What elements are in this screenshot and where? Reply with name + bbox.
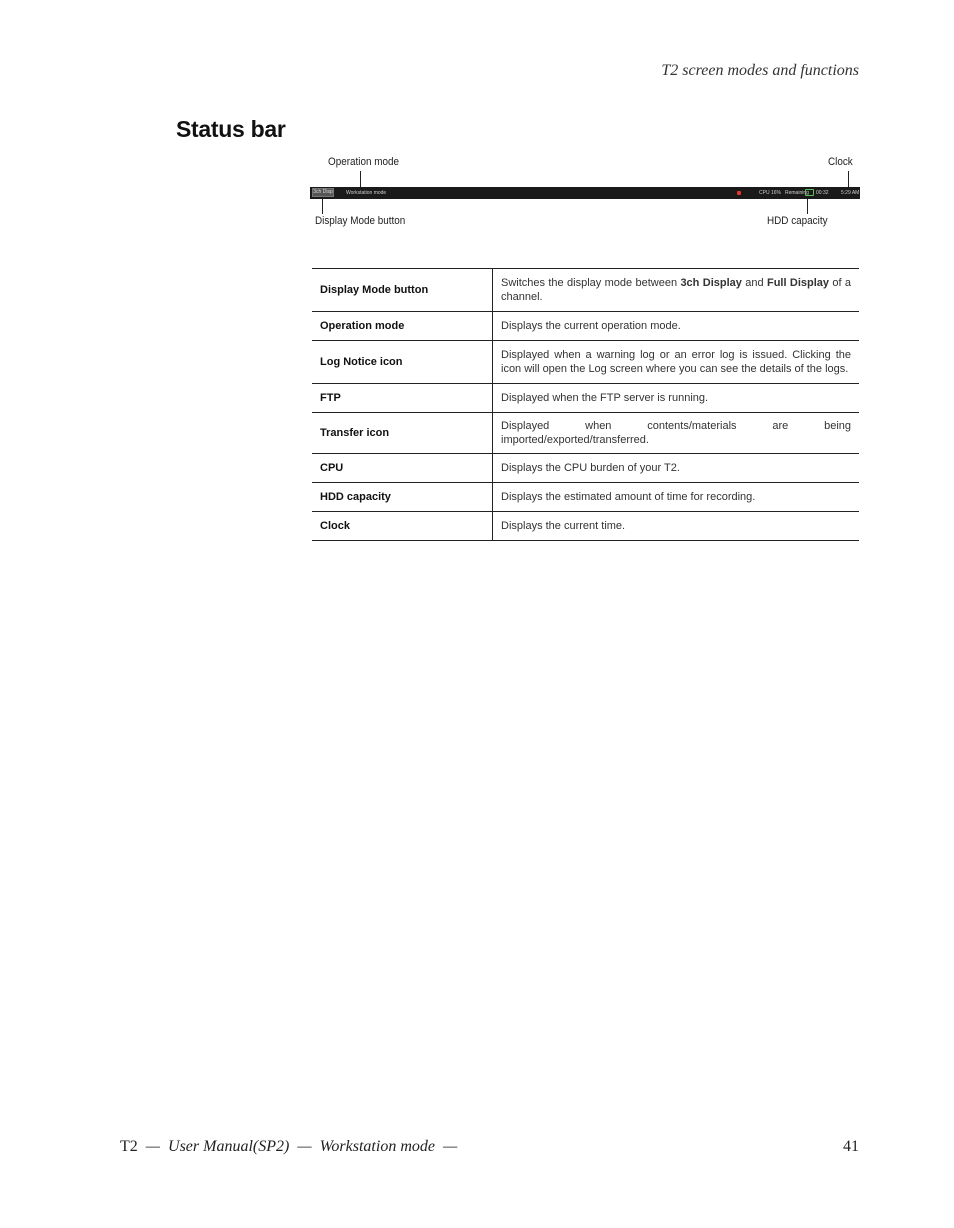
definition-cell: Displays the CPU burden of your T2.	[493, 454, 860, 483]
callout-display-mode-button: Display Mode button	[315, 215, 406, 227]
status-bar	[310, 187, 860, 199]
running-head: T2 screen modes and functions	[661, 62, 859, 79]
term-cell: CPU	[312, 454, 493, 483]
clock-text: 5:29 AM	[841, 190, 860, 196]
callout-line-operation-mode	[360, 171, 361, 187]
status-bar-description-table	[312, 268, 859, 541]
table-row	[312, 413, 859, 454]
definition-cell: Displays the current operation mode.	[493, 312, 860, 341]
page-number: 41	[843, 1138, 859, 1155]
term-cell: Operation mode	[312, 312, 493, 341]
term-cell: Clock	[312, 512, 493, 541]
term-cell: FTP	[312, 384, 493, 413]
footer-chapter: Workstation mode	[319, 1138, 435, 1155]
cpu-text: CPU 16%	[759, 190, 781, 196]
table-row	[312, 269, 859, 312]
table-row	[312, 312, 859, 341]
operation-mode-text: Workstation mode	[346, 190, 387, 196]
table-row	[312, 454, 859, 483]
callout-clock: Clock	[828, 156, 853, 168]
definition-cell: Switches the display mode between 3ch Display and Full Display of a channel.	[493, 269, 860, 312]
hdd-icon	[805, 189, 814, 196]
callout-line-clock	[848, 171, 849, 187]
callout-line-display-mode	[322, 199, 323, 214]
table-row	[312, 384, 859, 413]
definition-cell: Displayed when contents/materials are being imported/exported/transferred.	[493, 413, 860, 454]
footer-manual: User Manual(SP2)	[168, 1138, 290, 1155]
section-title: Status bar	[176, 116, 286, 142]
table-row	[312, 483, 859, 512]
footer-separator: —	[442, 1138, 458, 1155]
remaining-label: Remaining	[785, 190, 809, 196]
footer-product: T2	[120, 1138, 138, 1155]
callout-operation-mode: Operation mode	[328, 156, 400, 168]
table-row	[312, 341, 859, 384]
definition-cell: Displays the current time.	[493, 512, 860, 541]
definition-cell: Displayed when a warning log or an error log is issued. Clicking the icon will open the Log screen where you can see the details of the logs.	[493, 341, 860, 384]
callout-line-hdd	[807, 199, 808, 214]
log-notice-icon[interactable]	[737, 191, 741, 195]
definition-cell: Displayed when the FTP server is running.	[493, 384, 860, 413]
footer-separator: —	[145, 1138, 161, 1155]
footer-title	[120, 1138, 457, 1156]
display-mode-button[interactable]: 3ch Disp	[313, 189, 333, 195]
status-bar-figure	[310, 150, 860, 240]
term-cell: Display Mode button	[312, 269, 493, 312]
footer-separator: —	[297, 1138, 312, 1155]
callout-hdd-capacity: HDD capacity	[767, 215, 828, 227]
term-cell: HDD capacity	[312, 483, 493, 512]
term-cell: Transfer icon	[312, 413, 493, 454]
definition-cell: Displays the estimated amount of time for recording.	[493, 483, 860, 512]
table-row	[312, 512, 859, 541]
remaining-value: 00:32	[816, 190, 829, 196]
term-cell: Log Notice icon	[312, 341, 493, 384]
